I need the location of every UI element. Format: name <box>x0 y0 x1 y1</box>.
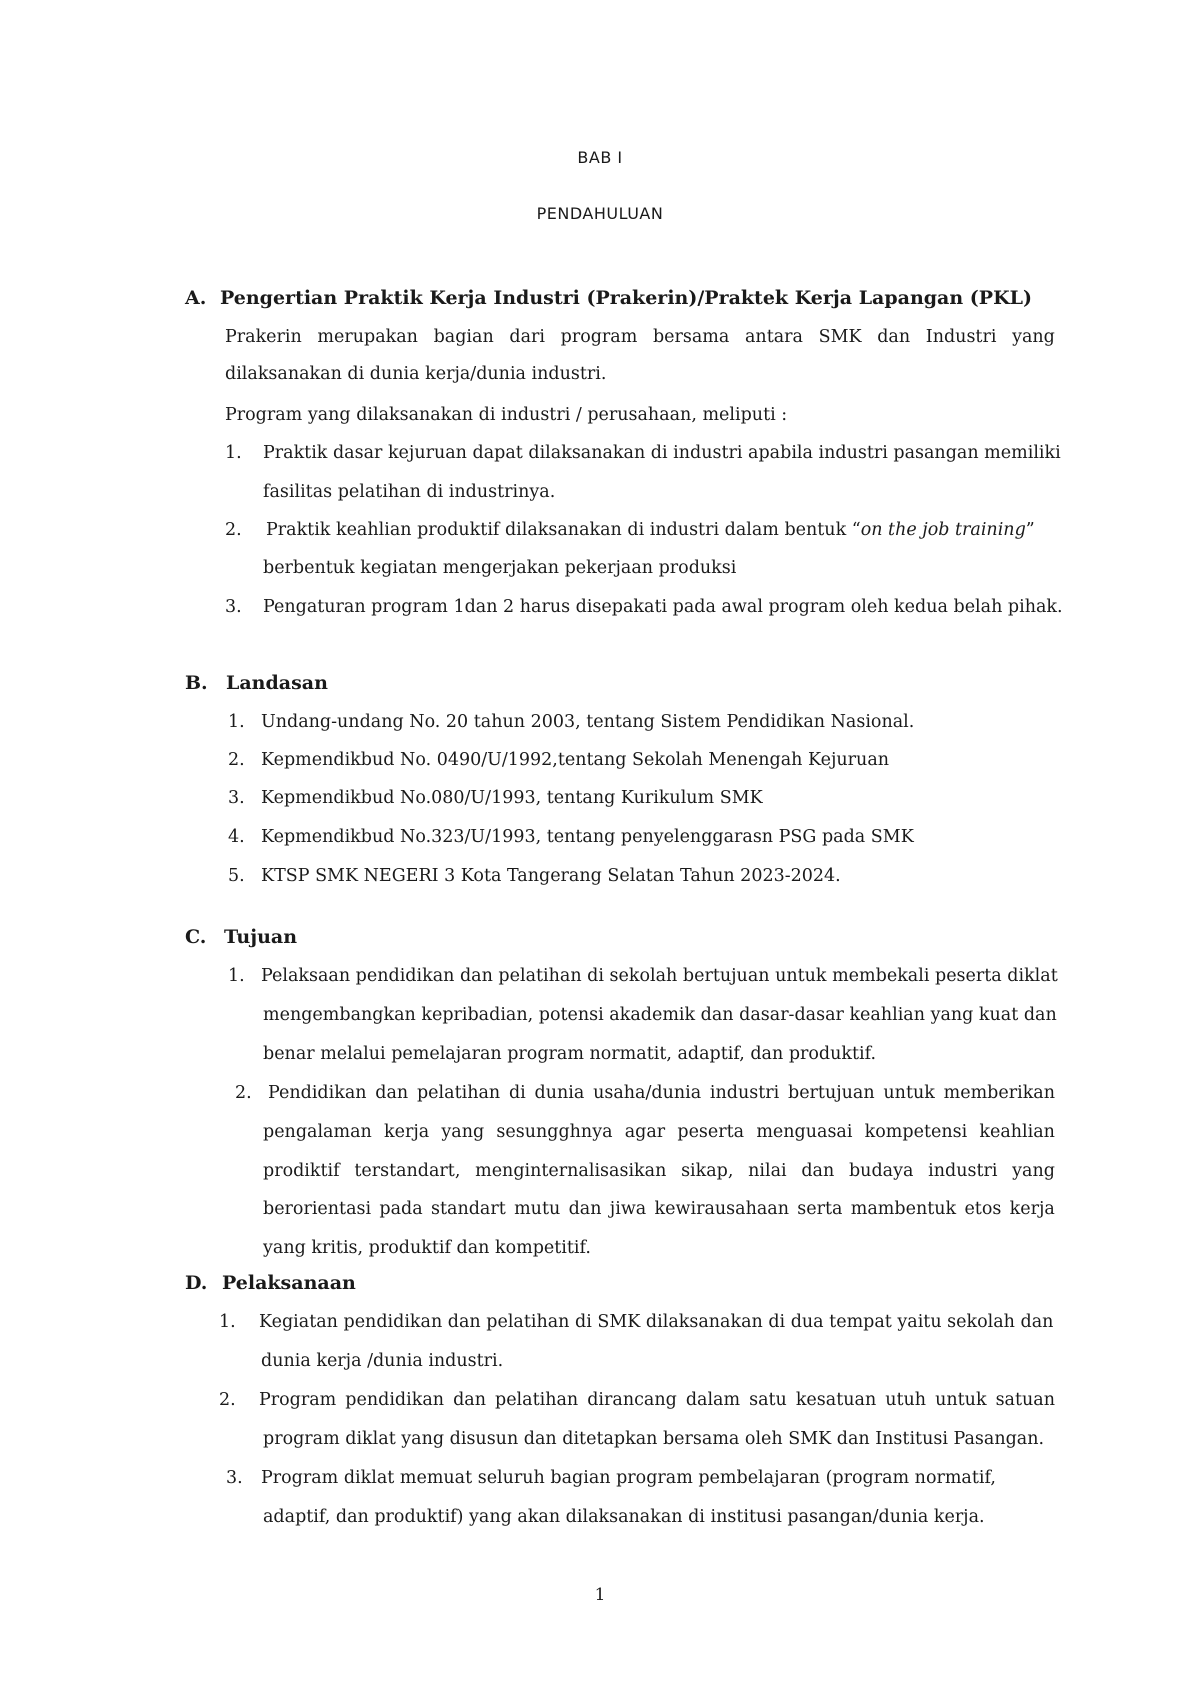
word: terstandart, <box>354 1161 461 1181</box>
word: dan <box>568 1199 602 1219</box>
word: yang <box>1012 1161 1055 1181</box>
list-item-line: fasilitas pelatihan di industrinya. <box>263 482 556 502</box>
word: mutu <box>514 1199 561 1219</box>
list-item-line: Program diklat memuat seluruh bagian program pembelajaran (program normatif, <box>261 1468 996 1488</box>
word: menginternalisasikan <box>475 1161 667 1181</box>
list-item-line: Pelaksaan pendidikan dan pelatihan di sekolah bertujuan untuk membekali peserta diklat <box>261 966 1058 986</box>
word: nilai <box>748 1161 787 1181</box>
word: pelatihan <box>495 1390 579 1410</box>
word: standart <box>431 1199 506 1219</box>
list-item-line: mengembangkan kepribadian, potensi akademik dan dasar-dasar keahlian yang kuat dan <box>263 1005 1057 1025</box>
word: keahlian <box>979 1122 1055 1142</box>
list-item-line <box>263 1198 1055 1220</box>
word: satuan <box>995 1390 1055 1410</box>
list-item-line: Kepmendikbud No.080/U/1993, tentang Kurikulum SMK <box>261 788 763 808</box>
list-item-line: Kepmendikbud No. 0490/U/1992,tentang Sekolah Menengah Kejuruan <box>261 750 890 770</box>
word: program <box>560 327 638 347</box>
page-number: 1 <box>594 1585 606 1605</box>
list-item-line: dunia kerja /dunia industri. <box>261 1351 504 1371</box>
word: untuk <box>935 1390 987 1410</box>
list-item-line: adaptif, dan produktif) yang akan dilaksanakan di institusi pasangan/dunia kerja. <box>263 1507 985 1527</box>
list-item-line <box>268 1082 1055 1104</box>
word: dalam <box>685 1390 741 1410</box>
list-item-line: yang kritis, produktif dan kompetitif. <box>263 1238 591 1258</box>
section-d-title: Pelaksanaan <box>222 1272 356 1294</box>
chapter-title: PENDAHULUAN <box>536 204 664 223</box>
section-b-letter: B. <box>185 672 208 694</box>
word: mambentuk <box>850 1199 957 1219</box>
list-number: 3. <box>225 597 242 617</box>
list-item-line <box>259 1389 1055 1411</box>
word: pengalaman <box>263 1122 372 1142</box>
word: kerja <box>1009 1199 1055 1219</box>
section-a-title: Pengertian Praktik Kerja Industri (Prakerin)/Praktek Kerja Lapangan (PKL) <box>220 287 1032 309</box>
list-item-line: Kepmendikbud No.323/U/1993, tentang penyelenggarasn PSG pada SMK <box>261 827 914 847</box>
word: satu <box>749 1390 787 1410</box>
italic-text: on the job training <box>860 520 1026 540</box>
list-number: 1. <box>228 966 245 986</box>
list-item-line: berbentuk kegiatan mengerjakan pekerjaan produksi <box>263 558 737 578</box>
word: industri <box>709 1083 780 1103</box>
section-a-letter: A. <box>185 287 207 309</box>
word: yang <box>441 1122 485 1142</box>
list-number: 4. <box>228 827 245 847</box>
list-number: 2. <box>235 1083 252 1103</box>
list-item-line <box>263 1160 1055 1182</box>
word: dan <box>453 1390 486 1410</box>
list-number: 2. <box>225 520 242 540</box>
word: pada <box>379 1199 423 1219</box>
list-item-line: Pengaturan program 1dan 2 harus disepakati pada awal program oleh kedua belah pihak. <box>263 597 1063 617</box>
section-a-paragraph-line <box>225 326 1055 348</box>
list-item-line: benar melalui pemelajaran program normatit, adaptif, dan produktif. <box>263 1044 877 1064</box>
list-number: 3. <box>226 1468 243 1488</box>
word: SMK <box>818 327 862 347</box>
word: kewirausahaan <box>654 1199 789 1219</box>
section-b-title: Landasan <box>226 672 328 694</box>
word: usaha/dunia <box>593 1083 702 1103</box>
word: industri <box>928 1161 998 1181</box>
word: dirancang <box>587 1390 677 1410</box>
word: peserta <box>677 1122 745 1142</box>
word: Pendidikan <box>268 1083 367 1103</box>
word: prodiktif <box>263 1161 340 1181</box>
list-number: 5. <box>228 866 245 886</box>
word: bersama <box>652 327 730 347</box>
list-number: 1. <box>228 712 245 732</box>
list-item-line: KTSP SMK NEGERI 3 Kota Tangerang Selatan Tahun 2023-2024. <box>261 866 841 886</box>
word: dari <box>509 327 545 347</box>
list-number: 2. <box>219 1390 236 1410</box>
word: dan <box>801 1161 835 1181</box>
word: utuh <box>885 1390 927 1410</box>
word: pelatihan <box>416 1083 501 1103</box>
word: sikap, <box>681 1161 734 1181</box>
word: budaya <box>848 1161 914 1181</box>
word: merupakan <box>317 327 418 347</box>
section-a-paragraph-line: dilaksanakan di dunia kerja/dunia industri. <box>225 364 607 384</box>
word: dan <box>877 327 911 347</box>
word: untuk <box>883 1083 935 1103</box>
word: menguasai <box>756 1122 853 1142</box>
word: di <box>508 1083 526 1103</box>
word: kerja <box>384 1122 430 1142</box>
list-number: 3. <box>228 788 245 808</box>
word: agar <box>624 1122 666 1142</box>
word: bagian <box>433 327 494 347</box>
list-item-line: program diklat yang disusun dan ditetapkan bersama oleh SMK dan Institusi Pasangan. <box>263 1429 1045 1449</box>
text-span: ” <box>1025 520 1035 540</box>
word: pendidikan <box>345 1390 445 1410</box>
word: Program <box>259 1390 337 1410</box>
text-span: Praktik keahlian produktif dilaksanakan di industri dalam bentuk “ <box>266 520 861 540</box>
word: etos <box>964 1199 1002 1219</box>
section-a-paragraph: Program yang dilaksanakan di industri / perusahaan, meliputi : <box>225 405 788 425</box>
word: serta <box>797 1199 843 1219</box>
list-number: 1. <box>225 443 242 463</box>
word: memberikan <box>943 1083 1055 1103</box>
section-d-letter: D. <box>185 1272 208 1294</box>
word: kompetensi <box>864 1122 968 1142</box>
section-c-letter: C. <box>185 926 207 948</box>
word: kesatuan <box>795 1390 877 1410</box>
word: Prakerin <box>225 327 302 347</box>
list-item-line: Praktik dasar kejuruan dapat dilaksanakan di industri apabila industri pasangan memiliki <box>263 443 1061 463</box>
word: sesungghnya <box>496 1122 613 1142</box>
list-item-line <box>263 1121 1055 1143</box>
word: jiwa <box>609 1199 647 1219</box>
word: dan <box>375 1083 409 1103</box>
list-number: 1. <box>219 1312 236 1332</box>
word: Industri <box>925 327 997 347</box>
list-item-line: Undang-undang No. 20 tahun 2003, tentang Sistem Pendidikan Nasional. <box>261 712 915 732</box>
word: yang <box>1012 327 1055 347</box>
list-item-line <box>266 519 1035 541</box>
section-c-title: Tujuan <box>224 926 298 948</box>
word: dunia <box>534 1083 585 1103</box>
list-item-line: Kegiatan pendidikan dan pelatihan di SMK dilaksanakan di dua tempat yaitu sekolah dan <box>259 1312 1054 1332</box>
chapter-heading: BAB I <box>577 148 623 167</box>
list-number: 2. <box>228 750 245 770</box>
word: antara <box>744 327 803 347</box>
word: bertujuan <box>788 1083 875 1103</box>
word: berorientasi <box>263 1199 372 1219</box>
